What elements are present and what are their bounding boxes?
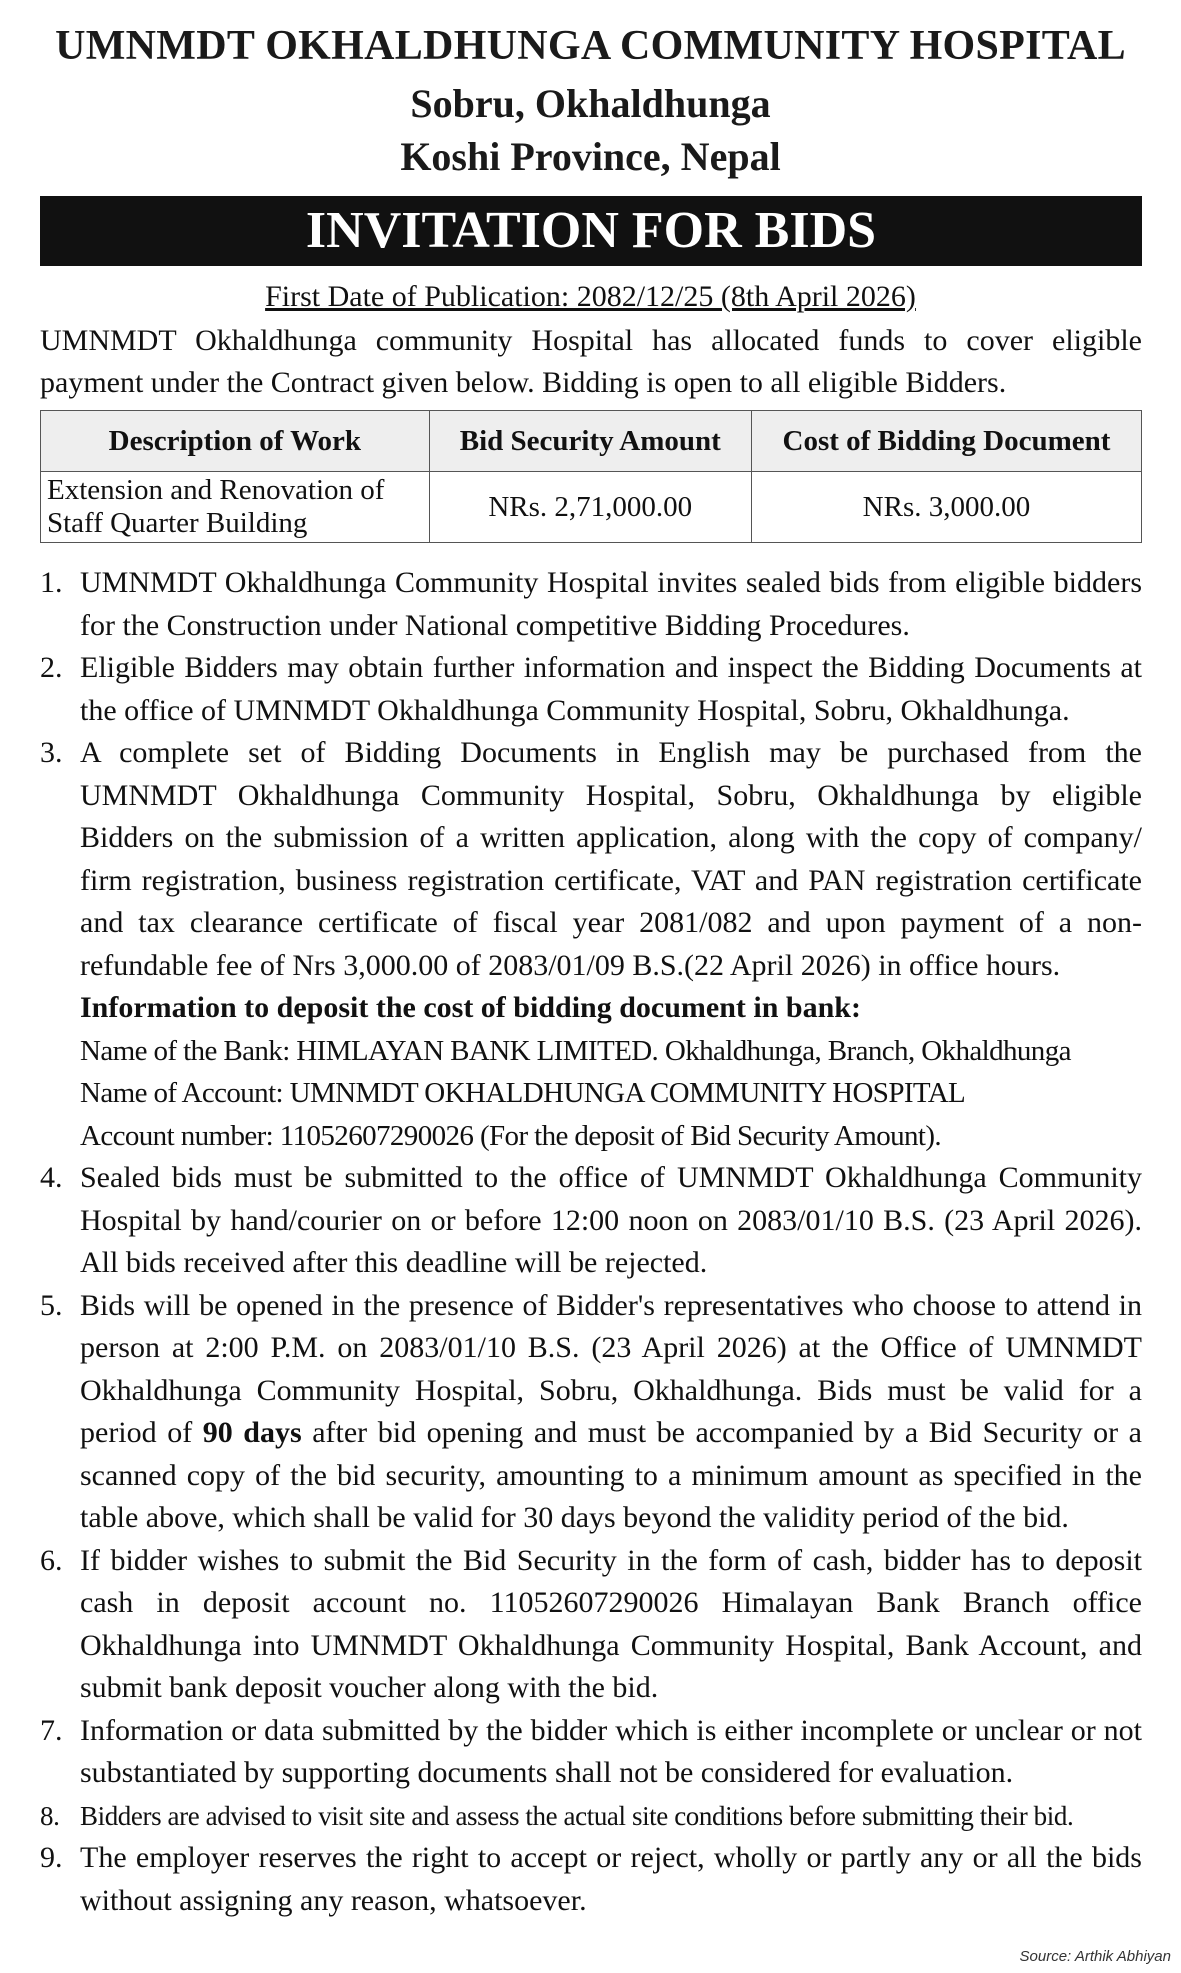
clause-number: 4. [40,1161,63,1194]
work-description-cell [41,472,430,543]
list-item [40,1157,1142,1285]
account-number: Account number: 11052607290026 (For the deposit of Bid Security Amount). [80,1119,942,1152]
clause-number: 7. [40,1713,63,1747]
address-line-2: Koshi Province, Nepal [400,134,781,179]
bid-details-table [40,410,1142,543]
list-item [40,1285,1142,1540]
work-description-line-2: Staff Quarter Building [47,507,308,539]
list-item [40,732,1142,987]
list-item [40,647,1142,732]
org-name: UMNMDT OKHALDHUNGA COMMUNITY HOSPITAL [55,23,1126,69]
column-header-bid-security: Bid Security Amount [429,411,751,472]
page-title-banner: INVITATION FOR BIDS [40,196,1142,266]
clause-text: Eligible Bidders may obtain further information and inspect the Bidding Documents at the office of UMNMDT Okhaldhunga Community Hospital, Sobru, Okhaldhunga. [80,651,1142,727]
clause-text [80,1289,1142,1535]
clause-text: Information or data submitted by the bidder which is either incomplete or unclear or not substantiated by supporting documents shall not be considered for evaluation. [80,1713,1142,1789]
clause-text: The employer reserves the right to accept or reject, wholly or partly any or all the bids without assigning any reason, whatsoever. [80,1841,1142,1917]
document-cost-cell: NRs. 3,000.00 [751,472,1141,543]
address-line-1: Sobru, Okhaldhunga [410,81,771,126]
bank-info-heading: Information to deposit the cost of bidding document in bank: [80,991,861,1024]
clause-text-part-2: after bid opening and must be accompanied by a Bid Security or a scanned copy of the bid security, amounting to a minimum amount as specified in the table above, which shall be valid for 30 days beyond the validity period of the bid. [80,1416,1142,1534]
column-header-description: Description of Work [41,411,430,472]
clause-number: 9. [40,1841,63,1874]
clause-text: Bidders are advised to visit site and assess the actual site conditions before submitting their bid. [80,1800,1074,1831]
clause-number: 6. [40,1543,63,1577]
list-item [40,1710,1142,1795]
clause-text: If bidder wishes to submit the Bid Security in the form of cash, bidder has to deposit cash in deposit account no. 11052607290026 Himalayan Bank Branch office Okhaldhunga into UMNMDT Okhaldhunga Community Hospital, Bank Account, and submit bank deposit voucher along with the bid. [80,1543,1142,1704]
column-header-document-cost: Cost of Bidding Document [751,411,1141,472]
clause-number: 8. [40,1800,60,1831]
clause-text-part-1: Bids will be opened in the presence of Bidder's representatives who choose to attend in person at 2:00 P.M. on 2083/01/10 B.S. (23 April 2026) at the Office of UMNMDT Okhaldhunga Community Hospital, Sobru, Okhaldhunga. Bids must be valid for a period of [80,1288,1142,1449]
clause-number: 2. [40,651,63,684]
bid-security-cell: NRs. 2,71,000.00 [429,472,751,543]
clause-list [40,562,1142,1922]
clause-text: UMNMDT Okhaldhunga Community Hospital invites sealed bids from eligible bidders for the Construction under National competitive Bidding Procedures. [80,566,1142,642]
clause-number: 1. [40,566,63,599]
clause-number: 3. [40,736,63,769]
work-description-line-1: Extension and Renovation of [47,474,385,506]
publication-date: First Date of Publication: 2082/12/25 (8th April 2026) [265,280,916,313]
table-row [41,472,1142,543]
list-item [40,1795,1142,1838]
bank-info-block [40,987,1142,1157]
validity-period: 90 days [202,1416,302,1449]
account-name: Name of Account: UMNMDT OKHALDHUNGA COMMUNITY HOSPITAL [80,1077,966,1109]
clause-text: A complete set of Bidding Documents in English may be purchased from the UMNMDT Okhaldhunga Community Hospital, Sobru, Okhaldhunga by eligible Bidders on the submission of a written application, along with the copy of company/ firm registration, business registration certificate, VAT and PAN registration certificate and tax clearance certificate of fiscal year 2081/082 and upon payment of a non-refundable fee of Nrs 3,000.00 of 2083/01/09 B.S.(22 April 2026) in office hours. [80,736,1142,982]
clause-text: Sealed bids must be submitted to the office of UMNMDT Okhaldhunga Community Hospital by hand/courier on or before 12:00 noon on 2083/01/10 B.S. (23 April 2026). All bids received after this deadline will be rejected. [80,1161,1142,1279]
clause-number: 5. [40,1288,63,1322]
bank-name: Name of the Bank: HIMLAYAN BANK LIMITED. Okhaldhunga, Branch, Okhaldhunga [80,1034,1071,1067]
intro-paragraph: UMNMDT Okhaldhunga community Hospital has allocated funds to cover eligible payment under the Contract given below. Bidding is open to all eligible Bidders. [40,324,1142,399]
list-item [40,1540,1142,1710]
list-item [40,1837,1142,1922]
list-item [40,562,1142,647]
source-credit: Source: Arthik Abhiyan [1019,1948,1171,1965]
table-header-row [41,411,1142,472]
